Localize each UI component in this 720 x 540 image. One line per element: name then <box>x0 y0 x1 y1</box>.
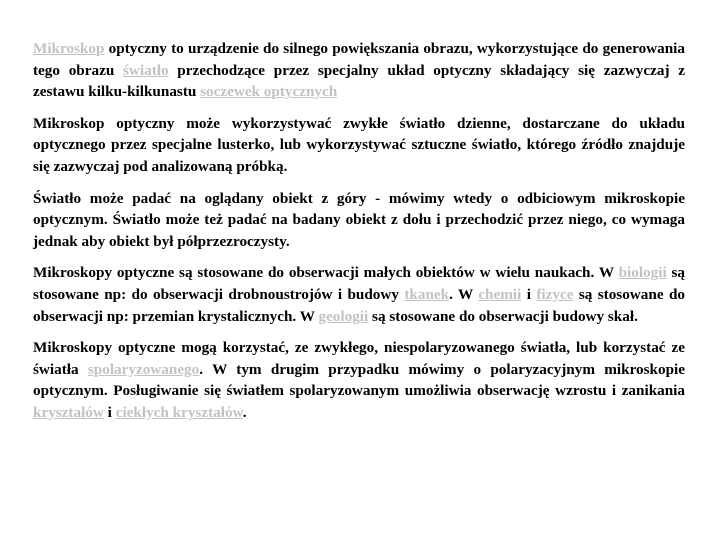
link-swiatlo[interactable]: światło <box>123 61 169 79</box>
paragraph-text: optyczny to urządzenie do silnego powiększania obrazu, wykorzystujące do generowania tego obrazu <box>33 40 685 79</box>
link-fizyce[interactable]: fizyce <box>536 285 574 303</box>
paragraph-text: są stosowane np: do obserwacji drobnoustrojów i budowy <box>33 264 685 303</box>
paragraph-text: przechodzące przez specjalny układ optyczny składający się zazwyczaj z zestawu kilku-kilkunastu <box>33 61 685 101</box>
paragraph-intro <box>33 38 685 103</box>
paragraph-text: . W <box>449 285 479 303</box>
paragraph-light-direction <box>33 188 685 253</box>
paragraph-text: są stosowane do obserwacji budowy skał. <box>368 307 638 325</box>
paragraph-text: Mikroskopy optyczne mogą korzystać, ze zwykłego, niespolaryzowanego światła, lub korzystać ze światła <box>33 339 685 378</box>
paragraph-polarization <box>33 337 685 423</box>
link-cieklych-krysztalow[interactable]: ciekłych kryształów <box>115 403 243 421</box>
paragraph-text: są stosowane do obserwacji np: przemian krystalicznych. W <box>33 285 685 325</box>
paragraph-text: Światło może padać na oglądany obiekt z góry - mówimy wtedy o odbiciowym mikroskopie optycznym. Światło może też padać na badany obiekt z dołu i przechodzić przez niego, co wymaga jednak aby obiekt był półprzezroczysty. <box>33 189 685 250</box>
paragraph-light-source <box>33 113 685 178</box>
link-geologii[interactable]: geologii <box>318 307 369 325</box>
paragraph-text: i <box>521 285 537 303</box>
link-tkanek[interactable]: tkanek <box>404 285 450 303</box>
link-mikroskop[interactable]: Mikroskop <box>33 40 105 57</box>
paragraph-text: . W tym drugim przypadku mówimy o polaryzacyjnym mikroskopie optycznym. Posługiwanie się światłem spolaryzowanym umożliwia obserwację wzrostu i zanikania <box>33 360 686 400</box>
paragraph-text: Mikroskop optyczny może wykorzystywać zwykłe światło dzienne, dostarczane do układu optycznego przez specjalne lusterko, lub wykorzystywać sztuczne światło, którego źródło znajduje się zazwyczaj pod analizowaną próbką. <box>33 114 685 175</box>
document-body <box>33 38 685 434</box>
paragraph-applications <box>33 262 685 327</box>
link-chemii[interactable]: chemii <box>478 285 522 303</box>
link-biologii[interactable]: biologii <box>618 264 667 282</box>
link-spolaryzowanego[interactable]: spolaryzowanego <box>87 360 200 378</box>
paragraph-text: i <box>103 403 116 421</box>
link-krysztalow[interactable]: kryształów <box>33 403 104 421</box>
paragraph-text: Mikroskopy optyczne są stosowane do obserwacji małych obiektów w wielu naukach. W <box>33 264 619 282</box>
paragraph-text: . <box>242 403 247 421</box>
link-soczewek-optycznych[interactable]: soczewek optycznych <box>200 83 338 101</box>
